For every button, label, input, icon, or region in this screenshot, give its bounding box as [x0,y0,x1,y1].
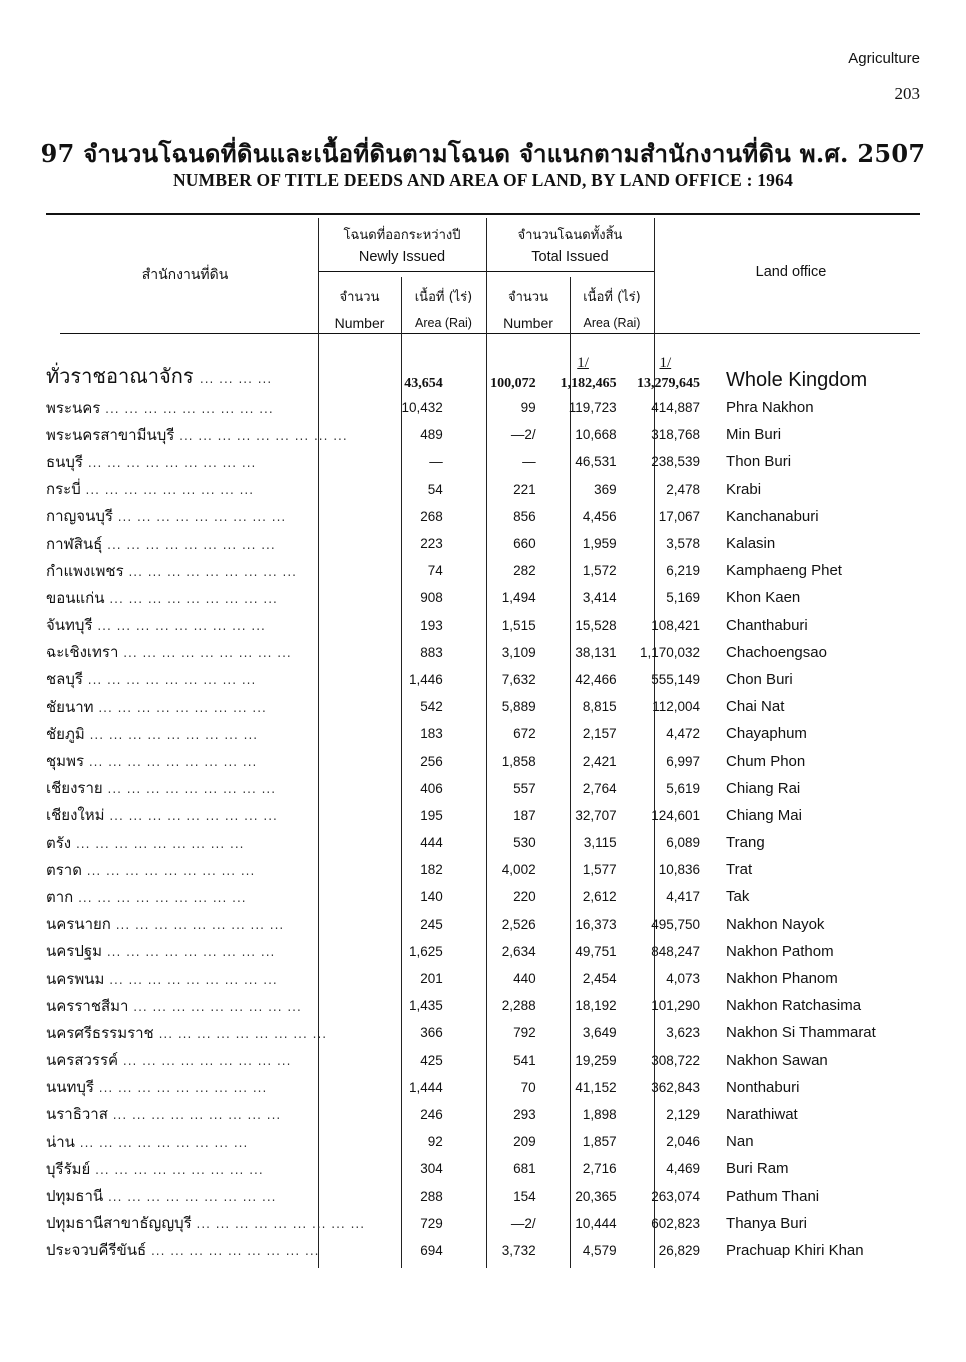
total-number-cell: 3,649 [582,1025,617,1041]
new-number-cell: 183 [420,726,443,742]
new-area-cell: 293 [513,1106,536,1122]
office-name-en: Buri Ram [726,1160,789,1178]
new-number-cell: 10,432 [401,400,443,416]
table-row [46,992,966,1019]
office-name-en: Nakhon Nayok [726,915,825,933]
office-name-en: Min Buri [726,426,782,444]
table-row [46,476,966,503]
table-row [46,1074,966,1101]
office-name-th: ตราด ... ... ... ... ... ... ... ... ... [46,860,256,879]
total-area-cell: 4,417 [666,889,701,905]
total-number-cell: 19,259 [575,1052,617,1068]
new-number-cell: 245 [420,916,443,932]
header-bottom-rule [60,333,920,334]
total-area-cell: 308,722 [651,1052,701,1068]
new-number-cell: 182 [420,862,443,878]
table-row [46,938,966,965]
office-name-en: Chayaphum [726,725,807,743]
total-area-cell: 3,578 [666,536,701,552]
total-number-cell: 10,444 [575,1215,617,1231]
total-number-cell: 18,192 [575,998,617,1014]
table-row [46,612,966,639]
office-name-en: Chai Nat [726,698,785,716]
new-number-cell: 883 [420,644,443,660]
office-name-en: Khon Kaen [726,589,801,607]
office-name-en: Chon Buri [726,670,793,688]
office-name-th: พระนครสาขามีนบุรี ... ... ... ... ... ... ... ... ... [46,425,348,444]
total-area-cell: 4,073 [666,971,701,987]
table-row [46,1182,966,1209]
office-name-th: ชลบุรี ... ... ... ... ... ... ... ... ... [46,670,257,689]
total-number-cell: 4,579 [582,1242,617,1258]
total-total-area: 1/ 13,279,645 [631,336,714,394]
total-number-cell: 2,716 [582,1161,617,1177]
new-number-cell: 304 [420,1161,443,1177]
office-name-en: Nakhon Phanom [726,970,838,988]
new-area-cell: 220 [513,889,536,905]
new-area-cell: —2/ [510,427,536,443]
header-total-en: Total Issued [531,249,609,265]
new-area-cell: 4,002 [501,862,536,878]
total-area-cell: 318,768 [651,427,701,443]
office-name-en: Chachoengsao [726,643,827,661]
office-name-th: กาญจนบุรี ... ... ... ... ... ... ... ... ... [46,507,287,526]
new-number-cell: 1,625 [408,943,443,959]
total-number-cell: 2,454 [582,971,617,987]
office-name-th: ขอนแก่น ... ... ... ... ... ... ... ... ... [46,588,278,607]
table-row [46,829,966,856]
office-name-en: Pathum Thani [726,1187,820,1205]
total-area-cell: 108,421 [651,617,701,633]
total-number-cell: 119,723 [568,400,617,416]
total-number-cell: 32,707 [575,807,617,823]
total-area-cell: 2,129 [666,1106,701,1122]
new-area-cell: 5,889 [501,699,536,715]
new-area-cell: 2,288 [501,998,536,1014]
total-number-cell: 49,751 [575,943,617,959]
new-number-cell: 201 [420,971,443,987]
new-number-cell: 223 [420,536,443,552]
total-number-cell: 20,365 [575,1188,617,1204]
office-name-en: Kalasin [726,535,776,553]
table-row [46,856,966,883]
new-area-cell: 209 [513,1134,536,1150]
table-row [46,448,966,475]
total-area-cell: 2,478 [666,481,701,497]
total-area-cell: 495,750 [651,916,701,932]
office-name-en: Trat [726,861,753,879]
total-area-cell: 10,836 [658,862,701,878]
total-number-cell: 1,857 [582,1134,617,1150]
new-number-cell: 1,435 [408,998,443,1014]
new-area-cell: 7,632 [501,671,536,687]
new-number-cell: 1,446 [408,671,443,687]
total-number-cell: 42,466 [575,671,617,687]
table-row [46,693,966,720]
total-area-cell: 1,170,032 [639,644,701,660]
top-rule [46,213,920,215]
total-area-cell: 848,247 [651,943,701,959]
table-row [46,1237,966,1264]
office-name-en: Prachuap Khiri Khan [726,1241,864,1259]
total-area-cell: 6,219 [666,563,701,579]
new-area-cell: 1,515 [501,617,536,633]
table-title-english: NUMBER OF TITLE DEEDS AND AREA OF LAND, BY LAND OFFICE : 1964 [172,170,794,190]
new-number-cell: 92 [427,1134,443,1150]
total-number-cell: 10,668 [575,427,617,443]
new-number-cell: 694 [420,1242,443,1258]
new-number-cell: 444 [420,835,443,851]
office-name-th: ปทุมธานีสาขาธัญญบุรี ... ... ... ... ... ... ... ... ... [46,1214,366,1233]
table-row [46,747,966,774]
table-row [46,1019,966,1046]
table-row [46,1210,966,1237]
total-number-cell: 2,764 [582,780,617,796]
total-area-cell: 17,067 [658,508,701,524]
office-name-en: Nakhon Sawan [726,1051,828,1069]
total-number-cell: 2,157 [582,726,617,742]
total-number-cell: 16,373 [575,916,617,932]
office-name-en: Kanchanaburi [726,507,819,525]
new-number-cell: 406 [420,780,443,796]
office-name-th: กาฬสินธุ์ ... ... ... ... ... ... ... ... ... [46,534,276,553]
total-new-number: 43,654 [404,376,443,391]
header-new-area-en: Area (Rai) [415,316,472,330]
new-area-cell: 557 [513,780,536,796]
total-name-th: ทั่วราชอาณาจักร ... ... ... ... [46,364,273,388]
total-total-number: 1/ 1,182,465 [550,336,631,394]
total-area-cell: 2,046 [666,1134,701,1150]
office-name-th: ชัยภูมิ ... ... ... ... ... ... ... ... ... [46,724,259,743]
new-number-cell: 74 [427,563,443,579]
total-name-en: Whole Kingdom [726,369,868,391]
new-number-cell: 54 [427,481,443,497]
office-name-th: ฉะเชิงเทรา ... ... ... ... ... ... ... ... ... [46,643,292,662]
footnote-1-mark: 1/ [577,355,589,371]
header-new-number-en: Number [334,315,385,331]
header-new-area-th: เนื้อที่ (ไร่) [414,290,473,305]
new-area-cell: 792 [513,1025,536,1041]
total-number-cell: 41,152 [575,1079,617,1095]
office-name-en: Thon Buri [726,453,792,471]
table-row [46,883,966,910]
header-new-number-th: จำนวน [339,290,380,305]
office-name-th: ตรัง ... ... ... ... ... ... ... ... ... [46,833,245,852]
new-area-cell: 221 [513,481,536,497]
new-number-cell: 193 [420,617,443,633]
table-row [46,911,966,938]
table-row [46,394,966,421]
office-name-th: เชียงราย ... ... ... ... ... ... ... ... ... [46,779,277,798]
new-number-cell: 366 [420,1025,443,1041]
new-number-cell: 195 [420,807,443,823]
office-name-en: Kamphaeng Phet [726,562,842,580]
new-area-cell: 2,526 [501,916,536,932]
office-name-th: นครพนม ... ... ... ... ... ... ... ... ... [46,969,278,988]
total-number-cell: 46,531 [575,454,617,470]
new-area-cell: 660 [513,536,536,552]
total-area-cell: 602,823 [651,1215,701,1231]
total-number-cell: 369 [594,481,617,497]
office-name-th: นราธิวาส ... ... ... ... ... ... ... ... ... [46,1105,282,1124]
total-area-cell: 26,829 [658,1242,701,1258]
new-area-cell: —2/ [510,1215,536,1231]
table-row [46,666,966,693]
new-area-cell: 541 [513,1052,536,1068]
office-name-th: พระนคร ... ... ... ... ... ... ... ... ... [46,398,274,417]
new-number-cell: 729 [420,1215,443,1231]
total-number-cell: 1,898 [582,1106,617,1122]
new-number-cell: 908 [420,590,443,606]
total-number-cell: 8,815 [582,699,617,715]
total-area-cell: 124,601 [651,807,701,823]
new-area-cell: 154 [513,1188,536,1204]
table-row [46,775,966,802]
new-area-cell: 856 [513,508,536,524]
new-number-cell: 288 [420,1188,443,1204]
table-row [46,421,966,448]
table-row [46,584,966,611]
office-name-th: กำแพงเพชร ... ... ... ... ... ... ... ... ... [46,561,297,580]
office-name-th: นครศรีธรรมราช ... ... ... ... ... ... ... ... ... [46,1023,328,1042]
office-name-en: Nakhon Pathom [726,942,834,960]
total-area-cell: 362,843 [651,1079,701,1095]
total-number-cell: 1,577 [582,862,617,878]
table-row [46,1128,966,1155]
total-area-cell: 6,997 [666,753,701,769]
office-name-en: Nakhon Si Thammarat [726,1024,876,1042]
office-name-th: เชียงใหม่ ... ... ... ... ... ... ... ... ... [46,806,278,825]
new-number-cell: 489 [420,427,443,443]
total-area-cell: 238,539 [651,454,701,470]
office-name-th: นครสวรรค์ ... ... ... ... ... ... ... ... ... [46,1051,292,1070]
table-row [46,1047,966,1074]
new-number-cell: — [429,454,443,470]
new-number-cell: 256 [420,753,443,769]
total-area-cell: 6,089 [666,835,701,851]
new-area-cell: 440 [513,971,536,987]
new-area-cell: 672 [513,726,536,742]
total-area-cell: 4,472 [666,726,701,742]
page-number: 203 [894,84,920,103]
office-name-th: ปทุมธานี ... ... ... ... ... ... ... ... ... [46,1187,277,1206]
table-row [46,802,966,829]
office-name-en: Tak [726,888,750,906]
new-area-cell: 3,732 [501,1242,536,1258]
total-number-cell: 3,414 [582,590,617,606]
office-name-th: ชัยนาท ... ... ... ... ... ... ... ... ... [46,697,267,716]
new-area-cell: 1,494 [501,590,536,606]
office-name-en: Narathiwat [726,1105,798,1123]
office-name-en: Krabi [726,480,762,498]
total-area-cell: 101,290 [651,998,701,1014]
total-number-cell: 4,456 [582,508,617,524]
office-name-en: Nonthaburi [726,1078,800,1096]
office-name-th: ตาก ... ... ... ... ... ... ... ... ... [46,887,247,906]
table-row [46,1101,966,1128]
new-area-cell: 681 [513,1161,536,1177]
table-row [46,965,966,992]
header-total-area-en: Area (Rai) [583,316,641,330]
office-name-en: Thanya Buri [726,1214,807,1232]
total-area-cell: 5,169 [666,590,701,606]
total-area-cell: 112,004 [652,699,701,715]
table-row [46,503,966,530]
header-total-th: จำนวนโฉนดทั้งสิ้น [517,228,623,243]
land-office-table [46,336,966,1264]
office-name-th: นครปฐม ... ... ... ... ... ... ... ... ... [46,942,276,961]
office-name-en: Nan [726,1133,754,1151]
table-row [46,530,966,557]
total-number-cell: 2,612 [582,889,617,905]
footnote-1-mark: 1/ [659,355,672,371]
new-number-cell: 246 [420,1106,443,1122]
office-name-th: กระบี่ ... ... ... ... ... ... ... ... ... [46,480,255,499]
total-area-cell: 3,623 [666,1025,701,1041]
whole-kingdom-row [46,336,966,394]
office-name-th: ชุมพร ... ... ... ... ... ... ... ... ... [46,752,258,771]
new-number-cell: 140 [420,889,443,905]
new-area-cell: 282 [513,563,536,579]
new-area-cell: 70 [520,1079,536,1095]
office-name-th: บุรีรัมย์ ... ... ... ... ... ... ... ... ... [46,1159,264,1178]
office-name-th: นนทบุรี ... ... ... ... ... ... ... ... ... [46,1078,268,1097]
section-label: Agriculture [848,50,920,67]
office-name-th: จันทบุรี ... ... ... ... ... ... ... ... ... [46,616,266,635]
total-area-cell: 263,074 [651,1188,701,1204]
new-number-cell: 268 [420,508,443,524]
new-area-cell: 99 [520,400,536,416]
header-total-number-en: Number [503,315,553,331]
total-number-cell: 38,131 [575,644,617,660]
header-total-area-th: เนื้อที่ (ไร่) [583,290,641,305]
table-row [46,557,966,584]
table-title-thai: 97 จำนวนโฉนดที่ดินและเนื้อที่ดินตามโฉนด จำแนกตามสำนักงานที่ดิน พ.ศ. 2507 [40,139,926,168]
total-number-cell: 15,528 [575,617,617,633]
new-area-cell: 3,109 [501,644,536,660]
new-number-cell: 542 [420,699,443,715]
total-area-cell: 5,619 [666,780,701,796]
office-name-th: ธนบุรี ... ... ... ... ... ... ... ... ... [46,452,257,471]
total-area-cell: 555,149 [651,671,701,687]
new-area-cell: 2,634 [501,943,536,959]
header-office-en: Land office [755,264,827,280]
office-name-en: Chiang Rai [726,779,801,797]
total-area-cell: 414,887 [651,400,701,416]
header-total-number-th: จำนวน [508,290,548,305]
total-number-cell: 1,572 [582,563,617,579]
office-name-en: Trang [726,834,765,852]
new-area-cell: 187 [513,807,536,823]
total-area-cell: 4,469 [666,1161,701,1177]
new-area-cell: — [522,454,536,470]
new-area-cell: 1,858 [501,753,536,769]
office-name-en: Chanthaburi [726,616,808,634]
office-name-en: Nakhon Ratchasima [726,997,862,1015]
total-number-cell: 2,421 [582,753,617,769]
table-row [46,639,966,666]
total-number-cell: 3,115 [583,835,617,851]
total-new-area: 100,072 [490,376,536,391]
office-name-th: ประจวบคีรีขันธ์ ... ... ... ... ... ... ... ... ... [46,1241,320,1260]
office-name-en: Chiang Mai [726,806,802,824]
office-name-en: Phra Nakhon [726,399,814,417]
table-row [46,720,966,747]
office-name-en: Chum Phon [726,752,806,770]
header-office-th: สำนักงานที่ดิน [141,267,229,283]
table-row [46,1155,966,1182]
new-number-cell: 425 [420,1052,443,1068]
header-newly-en: Newly Issued [358,249,446,265]
new-number-cell: 1,444 [408,1079,443,1095]
new-area-cell: 530 [513,835,536,851]
office-name-th: นครนายก ... ... ... ... ... ... ... ... ... [46,915,285,934]
office-name-th: น่าน ... ... ... ... ... ... ... ... ... [46,1132,249,1151]
header-newly-th: โฉนดที่ออกระหว่างปี [343,228,461,243]
office-name-th: นครราชสีมา ... ... ... ... ... ... ... ... ... [46,996,302,1015]
total-number-cell: 1,959 [582,536,617,552]
